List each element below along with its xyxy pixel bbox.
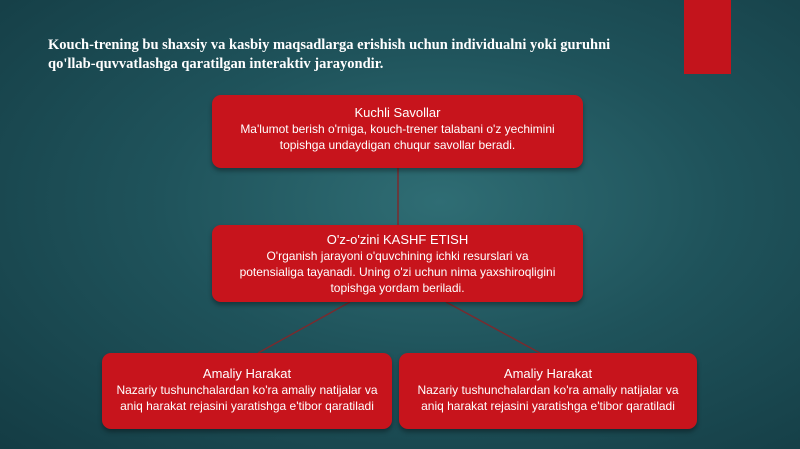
node-desc-line: Ma'lumot berish o'rniga, kouch-trener talabani o'z yechimini [240,122,555,136]
node-desc-line: topishga undaydigan chuqur savollar beradi. [279,138,516,152]
headline-line-1: Kouch-trening bu shaxsiy va kasbiy maqsadlarga erishish uchun individualni yoki guruhni [48,37,611,53]
node-desc-line: O'rganish jarayoni o'quvchining ichki resurslari va [266,249,529,263]
node-title: O'z-o'zini KASHF ETISH [326,232,469,247]
node-practical-action-right [399,353,697,429]
connector-left [258,302,350,353]
node-power-questions [212,95,583,168]
node-self-discovery [212,225,583,302]
node-desc-line: potensialiga tayanadi. Uning o'zi uchun nima yaxshiroqligini [239,265,556,279]
connector-right [446,302,540,353]
node-title: Amaliy Harakat [503,366,593,381]
node-desc-line: aniq harakat rejasini yaratishga e'tibor qaratiladi [120,399,374,413]
node-desc-line: topishga yordam beriladi. [330,281,465,295]
node-title: Amaliy Harakat [202,366,292,381]
node-desc-line: Nazariy tushunchalardan ko'ra amaliy natijalar va [116,383,378,397]
node-desc-line: aniq harakat rejasini yaratishga e'tibor qaratiladi [421,399,675,413]
node-desc-line: Nazariy tushunchalardan ko'ra amaliy natijalar va [417,383,679,397]
node-practical-action-left [102,353,392,429]
node-title: Kuchli Savollar [354,105,441,120]
headline-line-2: qo'llab-quvvatlashga qaratilgan interaktiv jarayondir. [48,56,384,72]
